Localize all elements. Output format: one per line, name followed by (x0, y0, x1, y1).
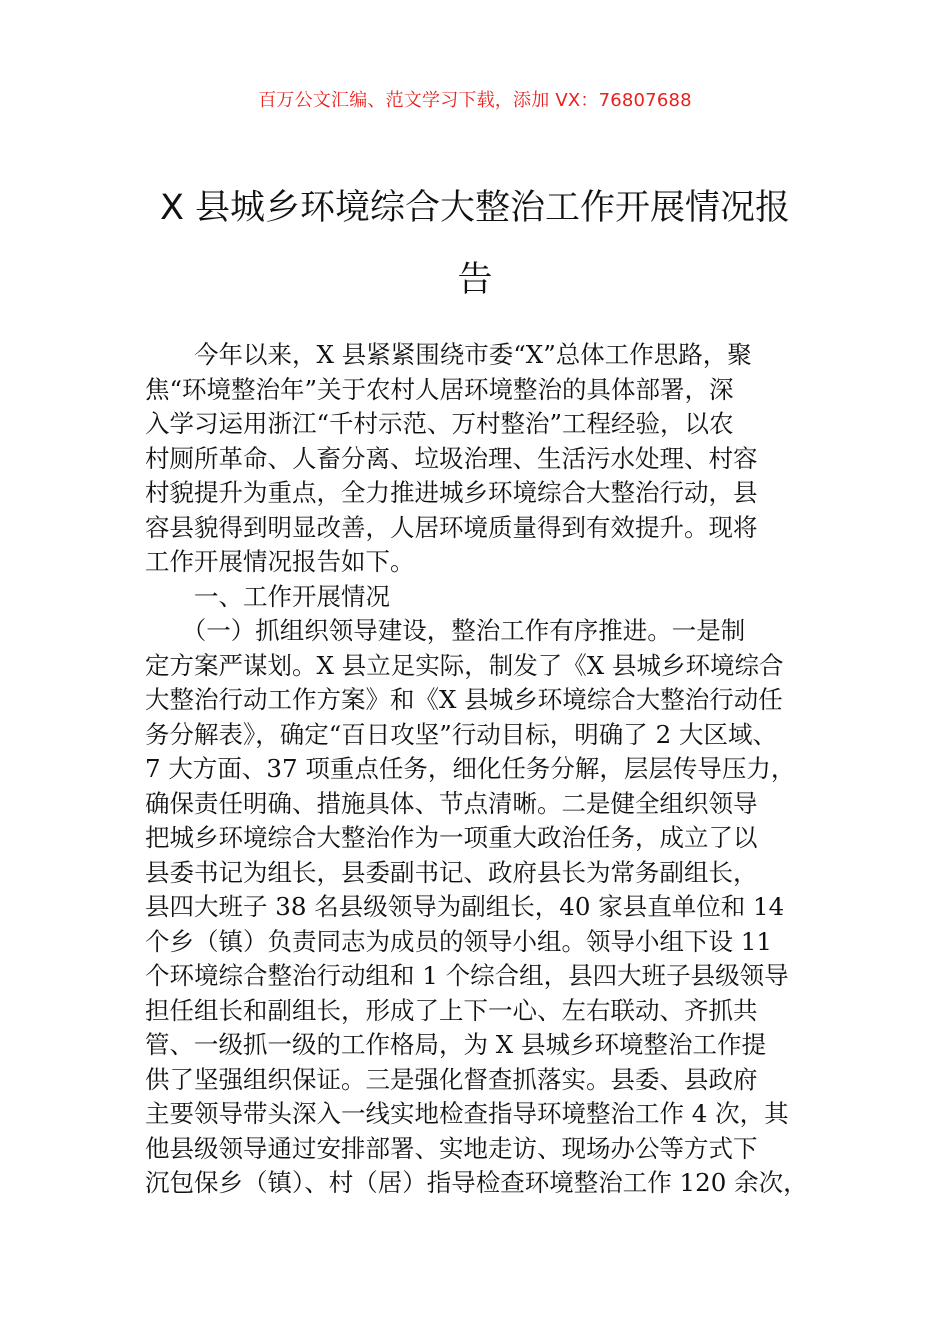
body-line: 确保责任明确、措施具体、节点清晰。二是健全组织领导 (145, 788, 758, 818)
body-line: 大整治行动工作方案》和《X 县城乡环境综合大整治行动任 (145, 685, 783, 714)
body-line: 个环境综合整治行动组和 1 个综合组，县四大班子县级领导 (145, 961, 789, 990)
body-line: 工作开展情况报告如下。 (145, 547, 415, 576)
header-promo-note: 百万公文汇编、范文学习下载，添加 VX：76807688 (258, 90, 692, 111)
body-line: 县委书记为组长，县委副书记、政府县长为常务副组长， (145, 857, 758, 887)
body-line: 主要领导带头深入一线实地检查指导环境整治工作 4 次，其 (145, 1099, 789, 1128)
section-heading: 一、工作开展情况 (145, 581, 390, 611)
title-line-2: 告 (457, 260, 493, 300)
body-line: 7 大方面、37 项重点任务，细化任务分解，层层传导压力， (145, 754, 796, 783)
body-line: 县四大班子 38 名县级领导为副组长，40 家县直单位和 14 (145, 892, 785, 921)
body-line: 他县级领导通过安排部署、实地走访、现场办公等方式下 (145, 1133, 758, 1163)
body-line: 务分解表》，确定“百日攻坚”行动目标，明确了 2 大区域、 (145, 719, 777, 749)
body-line: 村貌提升为重点，全力推进城乡环境综合大整治行动，县 (145, 478, 758, 507)
body-line: 担任组长和副组长，形成了上下一心、左右联动、齐抓共 (145, 995, 758, 1025)
title-line-1: X 县城乡环境综合大整治工作开展情况报 (159, 188, 791, 228)
body-line: （一）抓组织领导建设，整治工作有序推进。一是制 (145, 616, 746, 645)
body-line: 村厕所革命、人畜分离、垃圾治理、生活污水处理、村容 (145, 443, 758, 473)
body-line: 管、一级抓一级的工作格局，为 X 县城乡环境整治工作提 (145, 1030, 767, 1059)
body-line: 供了坚强组织保证。三是强化督查抓落实。县委、县政府 (145, 1064, 758, 1094)
body-line: 焦“环境整治年”关于农村人居环境整治的具体部署，深 (145, 374, 734, 404)
body-line: 入学习运用浙江“千村示范、万村整治”工程经验，以农 (145, 409, 734, 438)
body-line: 个乡（镇）负责同志为成员的领导小组。领导小组下设 11 (145, 926, 772, 956)
body-line: 沉包保乡（镇）、村（居）指导检查环境整治工作 120 余次， (145, 1168, 808, 1197)
body-line: 把城乡环境综合大整治作为一项重大政治任务，成立了以 (145, 823, 758, 852)
body-line: 今年以来，X 县紧紧围绕市委“X”总体工作思路，聚 (145, 340, 752, 369)
document-title (140, 172, 810, 316)
body-line: 容县貌得到明显改善，人居环境质量得到有效提升。现将 (145, 512, 758, 542)
body-line: 定方案严谋划。X 县立足实际，制发了《X 县城乡环境综合 (145, 650, 784, 680)
document-body (145, 338, 810, 1201)
